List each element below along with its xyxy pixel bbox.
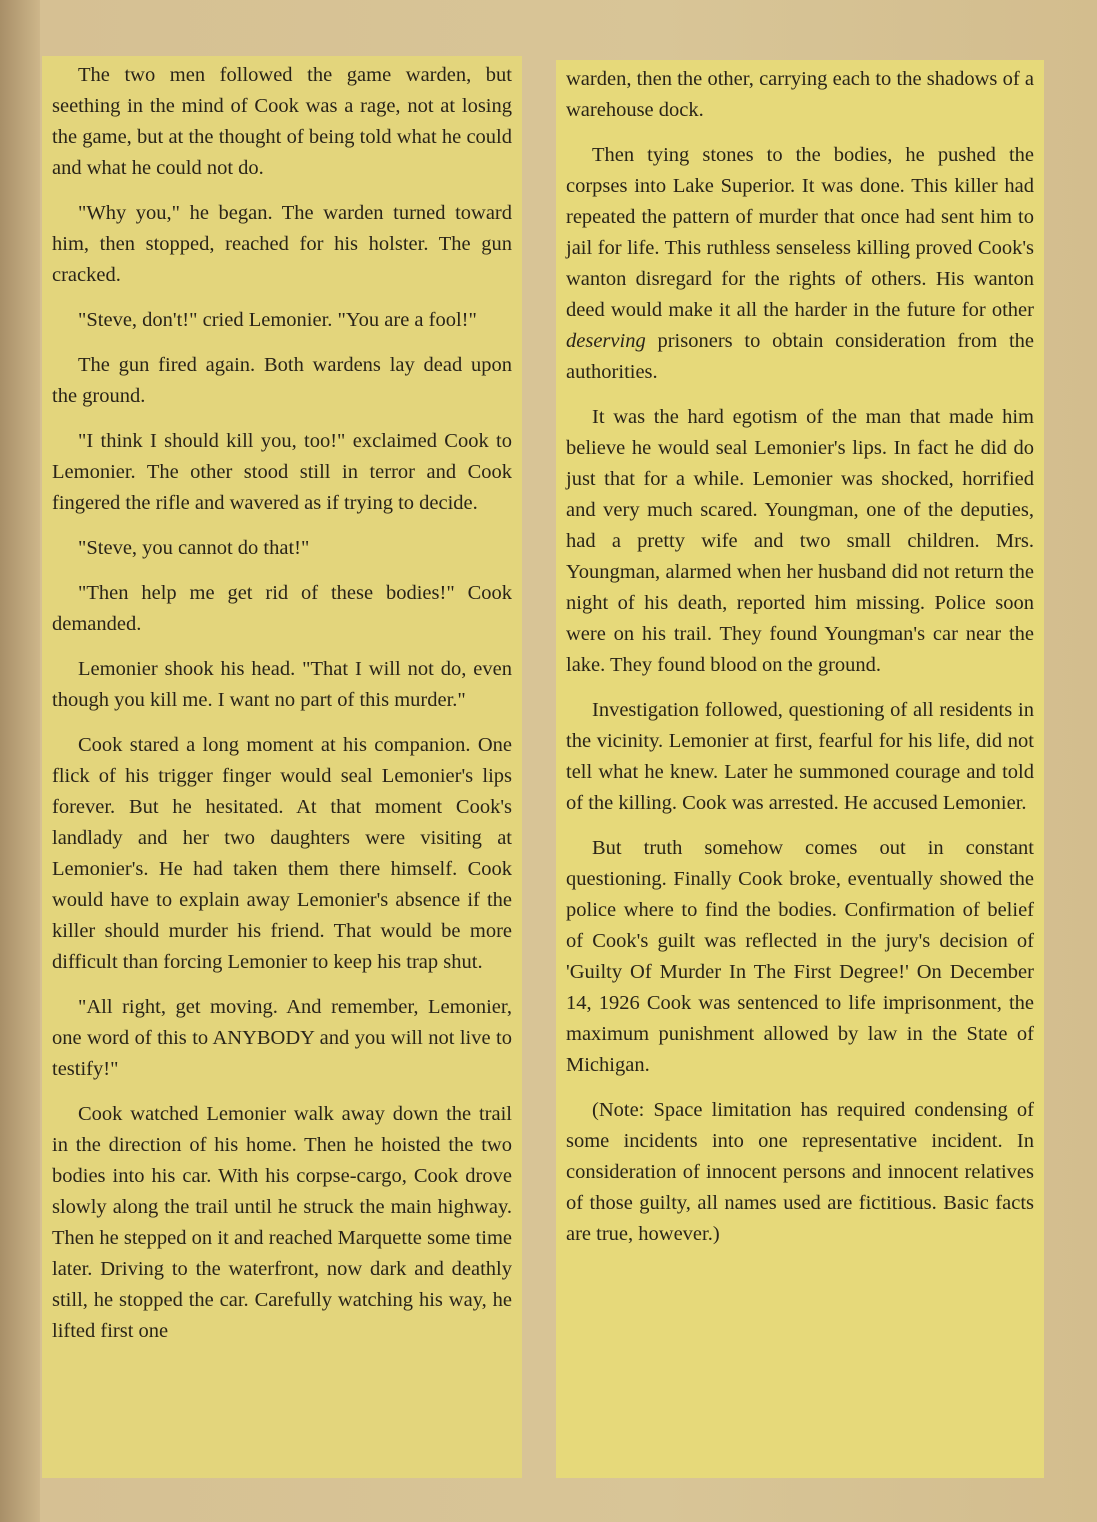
- paragraph: "Steve, you cannot do that!": [78, 537, 310, 559]
- paragraph: "I think I should kill you, too!" exclaimed Cook to Lemonier. The other stood still in terror and Cook fingered the rifle and wavered as if trying to decide.: [52, 430, 512, 514]
- left-text-column: [42, 56, 522, 1478]
- paragraph: But truth somehow comes out in constant questioning. Finally Cook broke, eventually showed the police where to find the bodies. Confirmation of belief of Cook's guilt was reflected in the jury's decision of 'Guilty Of Murder In The First Degree!' On December 14, 1926 Cook was sentenced to life imprisonment, the maximum punishment allowed by law in the State of Michigan.: [566, 837, 1034, 1076]
- paragraph: "Steve, don't!" cried Lemonier. "You are a fool!": [78, 309, 477, 331]
- paragraph-text: Then tying stones to the bodies, he pushed the corpses into Lake Superior. It was done. This killer had repeated the pattern of murder that once had sent him to jail for life. This ruthless senseless killing proved Cook's wanton disregard for the rights of others. His wanton deed would make it all the harder in the future for other: [566, 144, 1034, 321]
- paragraph: "Why you," he began. The warden turned toward him, then stopped, reached for his holster. The gun cracked.: [52, 202, 512, 286]
- right-text-column: [556, 60, 1044, 1478]
- emphasized-word: deserving: [566, 330, 646, 352]
- paragraph: Lemonier shook his head. "That I will not do, even though you kill me. I want no part of this murder.": [52, 658, 512, 711]
- paragraph: Cook watched Lemonier walk away down the trail in the direction of his home. Then he hoisted the two bodies into his car. With his corpse-cargo, Cook drove slowly along the trail until he struck the main highway. Then he stepped on it and reached Marquette some time later. Driving to the waterfront, now dark and deathly still, he stopped the car. Carefully watching his way, he lifted first one: [52, 1103, 512, 1342]
- paragraph: Cook stared a long moment at his companion. One flick of his trigger finger would seal Lemonier's lips forever. But he hesitated. At that moment Cook's landlady and her two daughters were visiting at Lemonier's. He had taken them there himself. Cook would have to explain away Lemonier's absence if the killer should murder his friend. That would be more difficult than forcing Lemonier to keep his trap shut.: [52, 734, 512, 973]
- paragraph: "Then help me get rid of these bodies!" Cook demanded.: [52, 582, 512, 635]
- paragraph: "All right, get moving. And remember, Lemonier, one word of this to ANYBODY and you will not live to testify!": [52, 996, 512, 1080]
- paragraph: [566, 140, 1034, 388]
- paragraph-text: prisoners to obtain consideration from the authorities.: [566, 330, 1035, 383]
- paragraph: (Note: Space limitation has required condensing of some incidents into one representative incident. In consideration of innocent persons and innocent relatives of those guilty, all names used are fictitious. Basic facts are true, however.): [566, 1099, 1034, 1245]
- page-spine: [0, 0, 40, 1522]
- paragraph: The two men followed the game warden, but seething in the mind of Cook was a rage, not at losing the game, but at the thought of being told what he could and what he could not do.: [52, 64, 512, 179]
- paragraph: It was the hard egotism of the man that made him believe he would seal Lemonier's lips. In fact he did do just that for a while. Lemonier was shocked, horrified and very much scared. Youngman, one of the deputies, had a pretty wife and two small children. Mrs. Youngman, alarmed when her husband did not return the night of his death, reported him missing. Police soon were on his trail. They found Youngman's car near the lake. They found blood on the ground.: [566, 406, 1034, 676]
- paragraph-continuation: warden, then the other, carrying each to the shadows of a warehouse dock.: [566, 68, 1034, 121]
- paragraph: Investigation followed, questioning of all residents in the vicinity. Lemonier at first, fearful for his life, did not tell what he knew. Later he summoned courage and told of the killing. Cook was arrested. He accused Lemonier.: [566, 699, 1034, 814]
- paragraph: The gun fired again. Both wardens lay dead upon the ground.: [52, 354, 512, 407]
